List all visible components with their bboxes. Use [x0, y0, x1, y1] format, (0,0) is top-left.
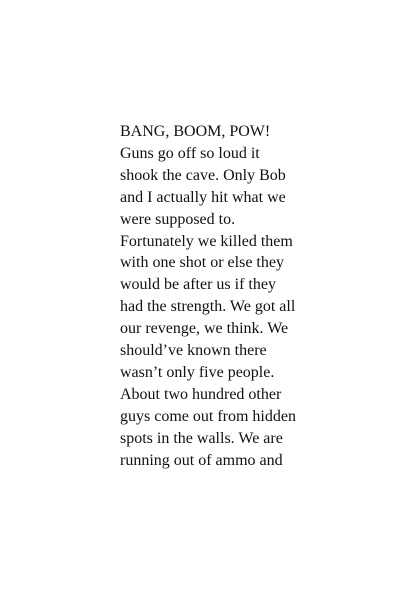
text-line: had the strength. We got all — [120, 298, 296, 316]
story-passage — [120, 121, 320, 472]
text-line: with one shot or else they — [120, 254, 284, 272]
text-line: would be after us if they — [120, 276, 276, 294]
text-line: were supposed to. — [120, 210, 236, 228]
text-line: wasn’t only five people. — [120, 363, 275, 381]
text-line: guys come out from hidden — [120, 407, 296, 425]
text-line: should’ve known there — [120, 342, 267, 360]
text-line: spots in the walls. We are — [120, 429, 283, 447]
text-line: Fortunately we killed them — [120, 232, 293, 250]
text-line: About two hundred other — [120, 385, 282, 403]
text-line: our revenge, we think. We — [120, 320, 289, 338]
text-line: shook the cave. Only Bob — [120, 166, 286, 184]
text-line: running out of ammo and — [120, 451, 283, 469]
text-line: BANG, BOOM, POW! — [120, 123, 271, 140]
text-line: Guns go off so loud it — [120, 144, 260, 162]
text-line: and I actually hit what we — [120, 188, 286, 206]
